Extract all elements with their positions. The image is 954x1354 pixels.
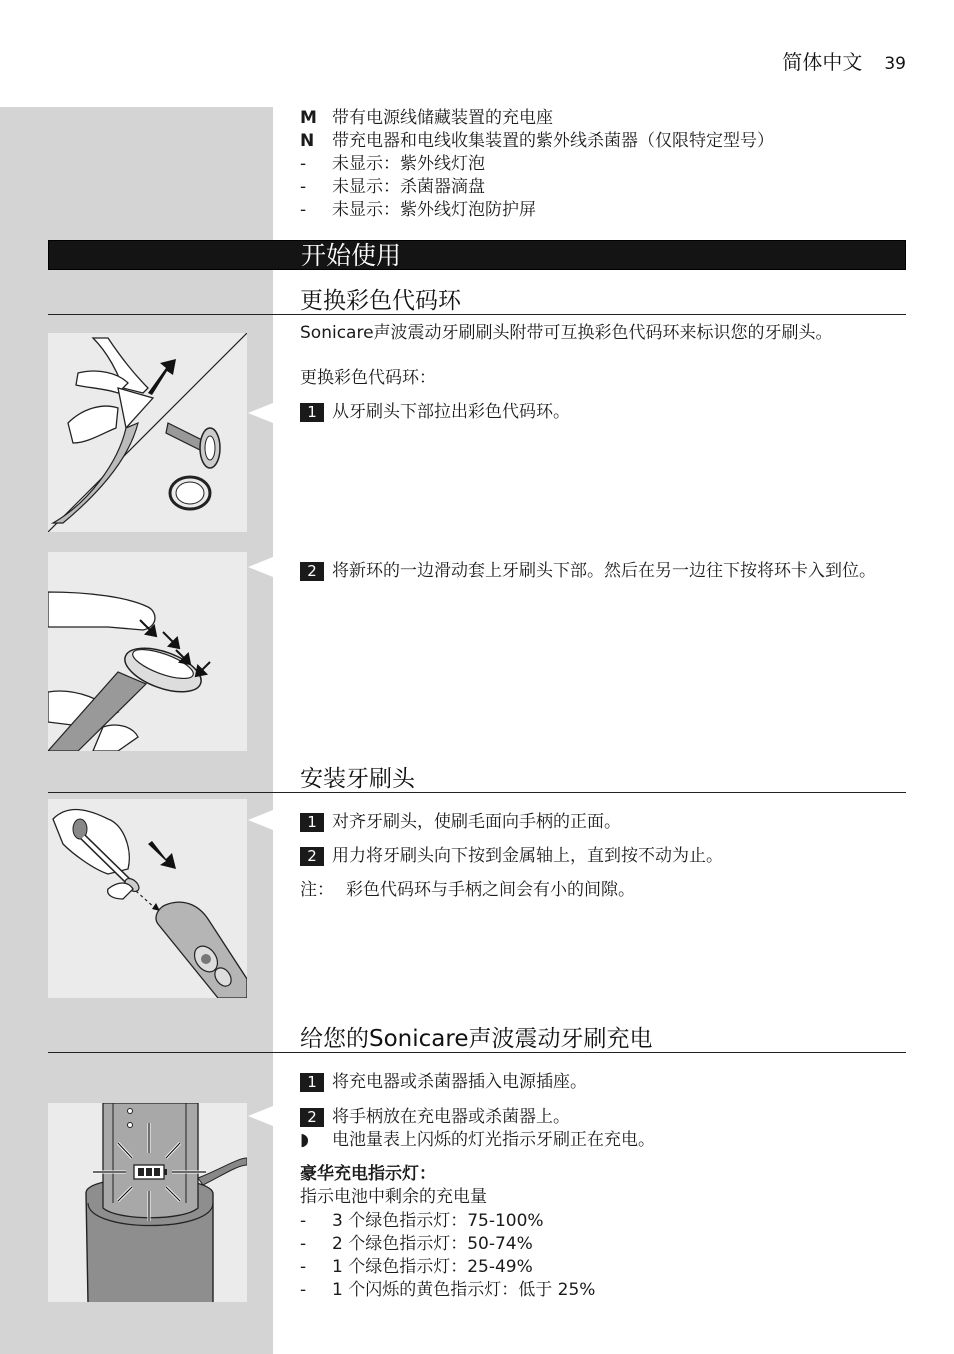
legend-item — [300, 176, 910, 199]
heading-attach-brush-head: 安装牙刷头 — [300, 766, 415, 792]
legend-item — [300, 199, 910, 222]
page-header — [782, 46, 906, 75]
legend-key: M — [300, 108, 317, 128]
list-text: 2 个绿色指示灯：50-74% — [332, 1234, 533, 1254]
illustration-charging — [48, 1103, 247, 1302]
attach-head-drawing — [48, 799, 247, 998]
header-language: 简体中文 — [782, 50, 863, 74]
s2-step-1 — [300, 811, 910, 834]
result-text: 电池量表上闪烁的灯光指示牙刷正在充电。 — [332, 1130, 655, 1150]
legend-item — [300, 107, 910, 130]
list-item — [300, 1233, 900, 1256]
parts-legend — [300, 107, 910, 222]
list-item — [300, 1210, 900, 1233]
battery-level-list — [300, 1210, 900, 1302]
list-item — [300, 1256, 900, 1279]
heading-rule — [48, 314, 906, 315]
legend-text: 未显示：紫外线灯泡防护屏 — [332, 200, 536, 220]
s2-step-2 — [300, 845, 910, 868]
result-marker: ◗ — [300, 1130, 309, 1150]
step-number: 1 — [300, 813, 324, 832]
step-text: 将充电器或杀菌器插入电源插座。 — [332, 1072, 587, 1092]
indicator-subheading: 豪华充电指示灯： — [300, 1164, 436, 1184]
s1-step-2 — [300, 560, 910, 583]
section-title: 开始使用 — [301, 241, 402, 270]
legend-key: N — [300, 131, 315, 151]
step-number: 2 — [300, 847, 324, 866]
heading-charge-toothbrush: 给您的Sonicare声波震动牙刷充电 — [300, 1026, 653, 1052]
step-text: 将手柄放在充电器或杀菌器上。 — [332, 1107, 570, 1127]
list-item — [300, 1279, 900, 1302]
legend-key: - — [300, 177, 307, 197]
s1-intro: Sonicare声波震动牙刷刷头附带可互换彩色代码环来标识您的牙刷头。 — [300, 323, 833, 343]
list-marker: - — [300, 1257, 307, 1277]
step-text: 用力将牙刷头向下按到金属轴上，直到按不动为止。 — [332, 846, 723, 866]
heading-rule — [48, 1052, 906, 1053]
step-text: 将新环的一边滑动套上牙刷头下部。然后在另一边往下按将环卡入到位。 — [332, 561, 876, 581]
legend-key: - — [300, 200, 307, 220]
list-text: 1 个绿色指示灯：25-49% — [332, 1257, 533, 1277]
step-text: 从牙刷头下部拉出彩色代码环。 — [332, 402, 570, 422]
charging-drawing — [48, 1103, 247, 1302]
section-title-bar — [48, 240, 906, 270]
note-text: 彩色代码环与手柄之间会有小的间隙。 — [346, 880, 635, 900]
step-number: 2 — [300, 562, 324, 581]
remove-ring-drawing — [48, 333, 247, 532]
list-marker: - — [300, 1234, 307, 1254]
s3-step-2 — [300, 1106, 910, 1129]
s3-step-1 — [300, 1071, 910, 1094]
legend-text: 未显示：紫外线灯泡 — [332, 154, 485, 174]
heading-change-color-ring: 更换彩色代码环 — [300, 288, 461, 314]
pointer-notch — [248, 403, 273, 423]
illustration-remove-ring — [48, 333, 247, 532]
note-label: 注： — [300, 880, 334, 900]
list-text: 1 个闪烁的黄色指示灯：低于 25% — [332, 1280, 596, 1300]
list-marker: - — [300, 1211, 307, 1231]
pointer-notch — [248, 557, 273, 577]
illustration-attach-head — [48, 799, 247, 998]
s1-intro-2: 更换彩色代码环： — [300, 368, 436, 388]
step-number: 1 — [300, 403, 324, 422]
heading-rule — [48, 792, 906, 793]
step-number: 2 — [300, 1108, 324, 1127]
list-text: 3 个绿色指示灯：75-100% — [332, 1211, 544, 1231]
legend-key: - — [300, 154, 307, 174]
list-marker: - — [300, 1280, 307, 1300]
s3-result — [300, 1129, 910, 1152]
indicator-intro: 指示电池中剩余的充电量 — [300, 1187, 487, 1207]
s1-step-1 — [300, 401, 910, 424]
page-number: 39 — [884, 54, 906, 74]
attach-ring-drawing — [48, 552, 247, 751]
pointer-notch — [248, 810, 273, 830]
legend-text: 带有电源线储藏装置的充电座 — [332, 108, 553, 128]
s2-note — [300, 879, 910, 902]
pointer-notch — [248, 1106, 273, 1126]
illustration-attach-ring — [48, 552, 247, 751]
legend-item — [300, 130, 910, 153]
legend-text: 未显示：杀菌器滴盘 — [332, 177, 485, 197]
step-number: 1 — [300, 1073, 324, 1092]
legend-item — [300, 153, 910, 176]
legend-text: 带充电器和电线收集装置的紫外线杀菌器（仅限特定型号） — [332, 131, 774, 151]
step-text: 对齐牙刷头，使刷毛面向手柄的正面。 — [332, 812, 621, 832]
